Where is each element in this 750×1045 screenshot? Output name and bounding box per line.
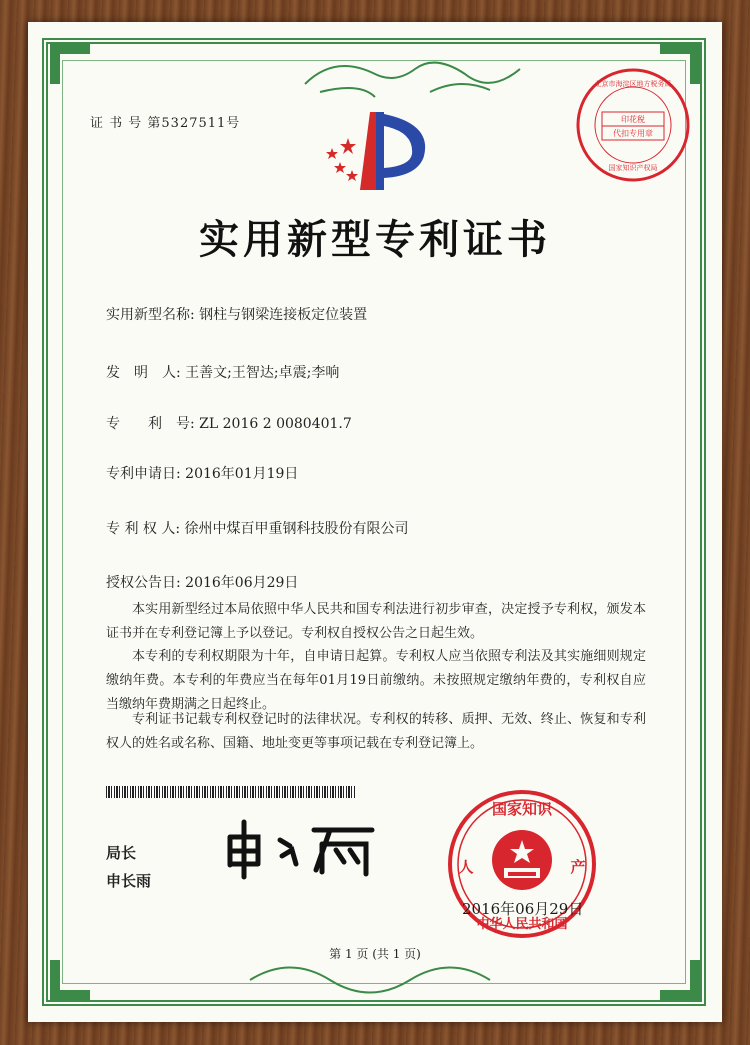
svg-text:印花税: 印花税	[621, 115, 645, 124]
director-title: 局长	[106, 844, 137, 862]
svg-text:人: 人	[458, 858, 474, 876]
field-value: 钢柱与钢梁连接板定位装置	[199, 307, 368, 323]
field-value: 王善文;王智达;卓震;李响	[185, 365, 340, 381]
paragraph-1: 本实用新型经过本局依照中华人民共和国专利法进行初步审查，决定授予专利权，颁发本证书并在专利登记簿上予以登记。专利权自授权公告之日起生效。	[106, 602, 646, 641]
certificate-title: 实用新型专利证书	[199, 216, 551, 263]
field-label: 实用新型名称:	[106, 307, 195, 323]
svg-text:国家知识: 国家知识	[491, 800, 553, 818]
field-application-date	[106, 463, 298, 483]
barcode	[106, 786, 356, 798]
certificate-number: 证 书 号 第5327511号	[90, 116, 241, 131]
paragraph-3: 专利证书记载专利权登记时的法律状况。专利权的转移、质押、无效、终止、恢复和专利权人的姓名或名称、国籍、地址变更等事项记载在专利登记簿上。	[106, 712, 646, 751]
field-patent-number	[106, 413, 352, 433]
field-patentee	[106, 518, 409, 538]
field-value: 2016年01月19日	[185, 466, 299, 482]
paragraph-2: 本专利的专利权期限为十年，自申请日起算。专利权人应当依照专利法及其实施细则规定缴纳年费。本专利的年费应当在每年01月19日前缴纳。未按照规定缴纳年费的，专利权自应当缴纳年费期满之日起终止。	[106, 649, 646, 712]
svg-text:代扣专用章: 代扣专用章	[613, 129, 653, 138]
director-name: 申长雨	[106, 872, 152, 890]
field-label: 授权公告日:	[106, 575, 181, 591]
svg-text:北京市海淀区地方税务局: 北京市海淀区地方税务局	[594, 80, 672, 88]
seal-date: 2016年06月29日	[462, 900, 584, 918]
field-utility-name	[106, 304, 367, 324]
field-grant-date	[106, 572, 298, 592]
field-inventors	[106, 362, 339, 382]
svg-text:中华人民共和国: 中华人民共和国	[476, 917, 568, 932]
sipo-logo-icon	[318, 104, 438, 194]
field-value: ZL 2016 2 0080401.7	[199, 416, 352, 432]
tax-seal-stamp	[574, 66, 692, 184]
field-value: 徐州中煤百甲重钢科技股份有限公司	[184, 521, 409, 537]
field-value: 2016年06月29日	[185, 575, 299, 591]
director-signature	[222, 812, 382, 882]
field-label: 专 利 号:	[106, 416, 195, 432]
svg-text:产: 产	[570, 858, 586, 876]
field-label: 发 明 人:	[106, 365, 181, 381]
field-label: 专利申请日:	[106, 466, 181, 482]
svg-text:国家知识产权局: 国家知识产权局	[608, 164, 658, 172]
field-label: 专 利 权 人:	[106, 521, 181, 537]
page-number: 第 1 页 (共 1 页)	[329, 947, 421, 961]
